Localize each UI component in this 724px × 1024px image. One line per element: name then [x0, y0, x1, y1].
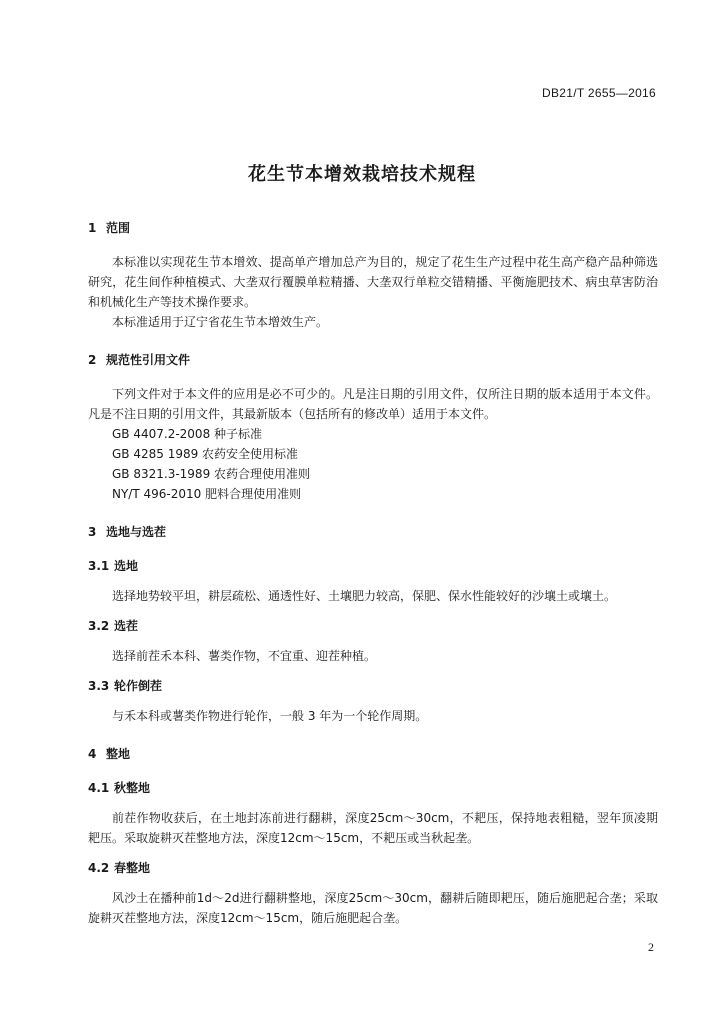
document-title: 花生节本增效栽培技术规程: [248, 164, 476, 185]
section-2-heading: [88, 350, 658, 370]
section-4-heading: [88, 744, 658, 764]
section-number: 1: [88, 221, 97, 235]
subsection-4-2-heading: [88, 858, 658, 878]
subsection-title: 秋整地: [114, 781, 151, 795]
subsection-3-2-text: 选择前茬禾本科、薯类作物，不宜重、迎茬种植。: [112, 649, 377, 663]
section-title: 整地: [106, 747, 131, 761]
reference-item: GB 4407.2-2008 种子标准: [112, 427, 263, 441]
subsection-title: 选茬: [114, 619, 139, 633]
subsection-title: 轮作倒茬: [114, 679, 163, 693]
section-1-paragraph-1: 本标准以实现花生节本增效、提高单产增加总产为目的，规定了花生生产过程中花生高产稳产品种筛选研究，花生间作种植模式、大垄双行覆膜单粒精播、大垄双行单粒交错精播、平衡施肥技术、病虫草害防治和机械化生产等技术操作要求。: [88, 255, 658, 309]
subsection-3-3-heading: [88, 676, 658, 696]
section-1-paragraph-2: 本标准适用于辽宁省花生节本增效生产。: [112, 315, 329, 329]
page-number: 2: [648, 940, 654, 954]
subsection-3-2-heading: [88, 616, 658, 636]
subsection-number: 3.1: [88, 559, 110, 573]
reference-item: NY/T 496-2010 肥料合理使用准则: [112, 487, 302, 501]
subsection-4-2-text: 风沙土在播种前1d～2d进行翻耕整地，深度25cm～30cm，翻耕后随即耙压，随后施肥起合垄；采取旋耕灭茬整地方法，深度12cm～15cm，随后施肥起合垄。: [88, 891, 658, 925]
subsection-title: 选地: [114, 559, 139, 573]
document-body: [88, 218, 658, 928]
subsection-number: 4.1: [88, 781, 110, 795]
subsection-3-1-text: 选择地势较平坦，耕层疏松、通透性好、土壤肥力较高，保肥、保水性能较好的沙壤土或壤土。: [112, 589, 617, 603]
reference-item: GB 4285 1989 农药安全使用标准: [112, 447, 299, 461]
subsection-4-1-heading: [88, 778, 658, 798]
subsection-3-3-text: 与禾本科或薯类作物进行轮作，一般 3 年为一个轮作周期。: [112, 709, 428, 723]
section-title: 规范性引用文件: [106, 353, 191, 367]
subsection-number: 4.2: [88, 861, 110, 875]
subsection-title: 春整地: [114, 861, 151, 875]
section-title: 选地与选茬: [106, 525, 167, 539]
section-number: 2: [88, 353, 97, 367]
subsection-4-1-text: 前茬作物收获后，在土地封冻前进行翻耕，深度25cm～30cm，不耙压，保持地表粗糙，翌年顶凌期耙压。采取旋耕灭茬整地方法，深度12cm～15cm，不耙压或当秋起垄。: [88, 811, 658, 845]
subsection-number: 3.3: [88, 679, 110, 693]
section-3-heading: [88, 522, 658, 542]
standard-code: DB21/T 2655—2016: [542, 86, 656, 100]
subsection-3-1-heading: [88, 556, 658, 576]
subsection-number: 3.2: [88, 619, 110, 633]
section-2-paragraph: 下列文件对于本文件的应用是必不可少的。凡是注日期的引用文件，仅所注日期的版本适用于本文件。凡是不注日期的引用文件，其最新版本（包括所有的修改单）适用于本文件。: [88, 387, 658, 421]
reference-item: GB 8321.3-1989 农药合理使用准则: [112, 467, 311, 481]
section-number: 4: [88, 747, 97, 761]
section-1-heading: [88, 218, 658, 238]
section-number: 3: [88, 525, 97, 539]
section-title: 范围: [106, 221, 131, 235]
